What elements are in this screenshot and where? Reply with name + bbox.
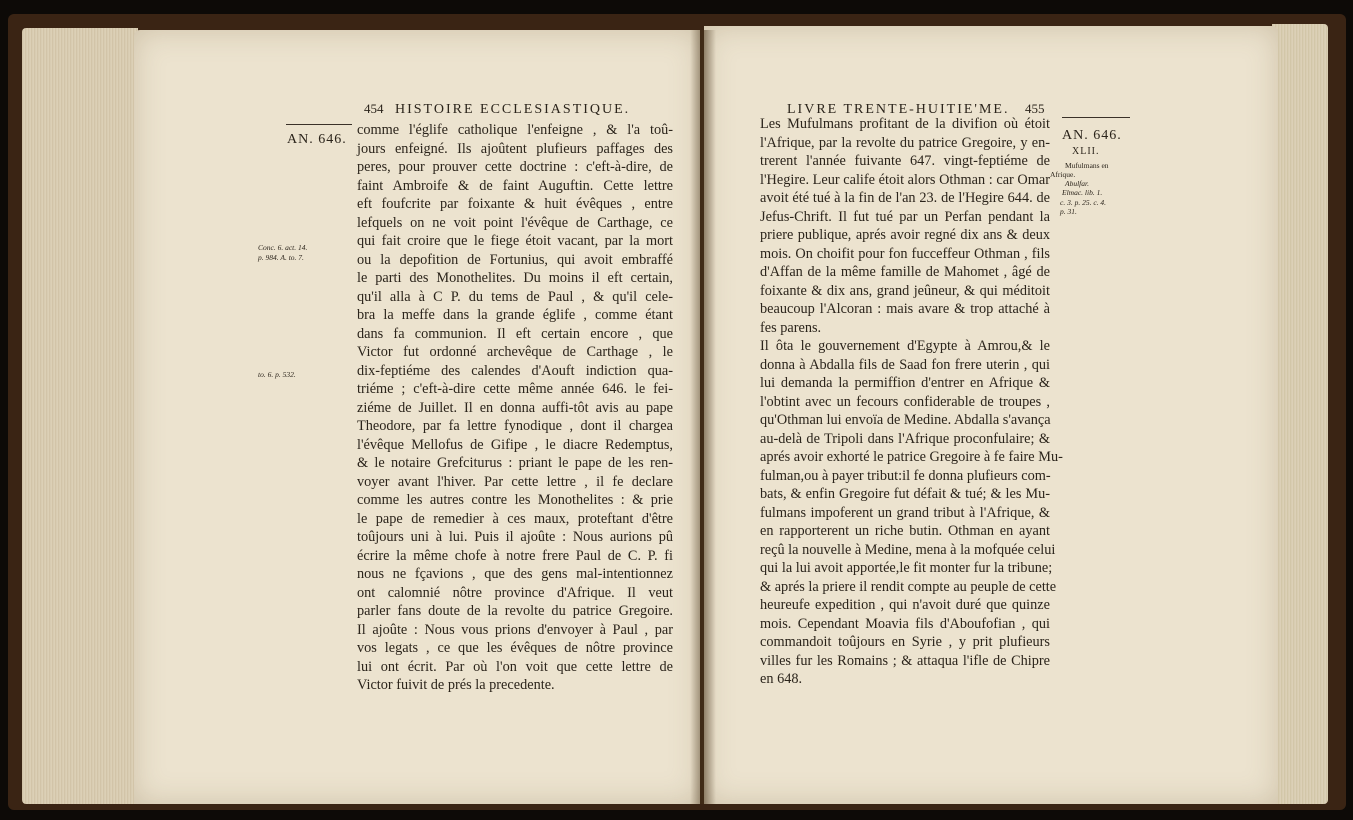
text-line: écrire la même chofe à notre frere Paul de C. P. fi [357,547,673,564]
text-line: fes parens. [760,319,822,336]
text-line: trerent l'année fuivante 647. vingt-feptiéme de [760,153,1050,169]
text-line: en 648. [760,671,803,687]
text-line: mois. On choifit pour fon fucceffeur Othman , fils [760,245,1050,262]
right-head-title: LIVRE TRENTE-HUITIE'ME. [787,102,1010,117]
text-line: d'Affan de la même famille de Mahomet , âgé de [760,264,1050,280]
page-edges-right [1272,24,1328,804]
text-line: & aprés la priere il rendit compte au peuple de cette [760,578,1057,595]
text-line: priere publique, aprés avoir regné dix ans & deux [760,227,1050,243]
text-line: le pape de remedier à ces maux, proteftant d'être [357,510,673,527]
right-body-text [760,115,1063,689]
text-line: mois. Cependant Moavia fils d'Aboufofian , qui [760,615,1050,632]
text-line: lefquels on ne voit point l'évêque de Carthage, ce [357,214,673,231]
text-line: qui fait croire que le fiege étoit vacant, par la mort [357,233,673,249]
right-year-label: AN. 646. [1062,128,1122,143]
text-line: nous ne fçavions , que des gens mal-intentionnez [357,566,673,582]
text-line: l'Afrique, par la revolte du patrice Gregoire, y en- [760,134,1050,151]
text-line: fulman,ou à payer tribut:il fe donna plufieurs com- [760,467,1051,484]
text-line: ziéme de Juillet. Il en donna auffi-tôt avis au pape [357,399,673,416]
text-line: parler fans doute de la revolte du patrice Gregoire. [357,603,673,619]
text-line: l'évêque Mellofus de Gifipe , le diacre Redemptus, [357,436,673,453]
text-line: bra la meffe dans la grande églife , comme étant [357,307,673,323]
left-body-text [357,121,673,695]
right-margin-note-1: Mufulmans en [1065,161,1109,170]
text-line: fulmans impoferent un grand tribut à l'Afrique, & [760,504,1050,521]
text-line: au-delà de Tripoli dans l'Afrique proconfulaire; & [760,430,1050,447]
text-line: Les Mufulmans profitant de la divifion où étoit [760,116,1050,132]
text-line: vos legats , ce que les évêques de nôtre province [357,640,673,656]
text-line: beaucoup l'Alcoran : mais avare & trop attaché à [760,301,1050,317]
text-line: avoit été tué à la fin de l'an 23. de l'Hegire 644. de [760,190,1050,206]
text-line: Il ôta le gouvernement d'Egypte à Amrou,& le [760,338,1050,354]
text-line: aprés avoir exhorté le patrice Gregoire à fe faire Mu- [760,449,1063,465]
right-chapter-number: XLII. [1072,146,1100,157]
text-line: dans fa communion. Il eft certain encore , que [357,325,673,342]
text-line: donna à Abdalla fils de Saad fon frere uterin , qui [760,356,1050,373]
text-line: lui demanda la permiffion d'entrer en Afrique & [760,375,1050,391]
text-line: villes fur les Romains ; & attaqua l'ifle de Chipre [760,652,1050,669]
text-line: Il ajoûte : Nous vous prions d'envoyer à Paul , par [357,621,673,638]
text-line: comme l'églife catholique l'enfeigne , & l'a toû- [357,122,673,138]
text-line: qu'Othman lui envoïa de Medine. Abdalla s'avança [760,412,1051,428]
text-line: le parti des Monothelites. Du moins il eft certain, [357,270,673,286]
text-line: Theodore, par fa lettre fynodique , dont il chargea [357,418,673,434]
text-line: l'Hegire. Leur calife étoit alors Othman : car Omar [760,171,1050,188]
text-line: voyer avant l'hiver. Par cette lettre , il fe declare [357,473,673,490]
text-line: & le notaire Grefciturus : priant le pape de les ren- [357,455,673,471]
text-line: en rapporterent un riche butin. Othman en ayant [760,523,1050,539]
text-line: bats, & enfin Gregoire fut défait & tué; & les Mu- [760,486,1050,502]
text-line: qu'il alla à C P. du tems de Paul , & qu'il cele- [357,288,673,305]
right-page-number: 455 [1024,101,1045,116]
text-line: jours enfeigné. Ils ajoûtent plufieurs paffages des [357,140,673,157]
text-line: Victor fut ordonné archevêque de Carthage , le [357,344,673,360]
left-margin-note-3: to. 6. p. 532. [258,370,296,379]
text-line: commandoit toûjours en Syrie , y prit plufieurs [760,634,1050,650]
text-line: foixante & dix ans, grand jeûneur, & qui méditoit [760,282,1050,299]
left-running-head [364,101,630,118]
text-line: peres, pour prouver cette doctrine : c'eft-à-dire, de [357,159,673,175]
text-line: ont calomnié nôtre province d'Afrique. Il veut [357,584,673,601]
text-line: reçû la nouvelle à Medine, mena à la mofquée celui [760,541,1056,558]
left-page-number: 454 [364,101,384,116]
left-margin-note-1: Conc. 6. act. 14. [258,243,308,252]
left-head-title: HISTOIRE ECCLESIASTIQUE. [395,102,631,117]
book-gutter [690,30,716,804]
text-line: dix-feptiéme des calendes d'Aouft indiction qua- [357,362,673,379]
text-line: l'obtint avec un fecours confiderable de troupes , [760,393,1050,410]
text-line: qui la lui avoit apportée,le fit monter fur la tribune; [760,560,1053,576]
page-edges-left [22,28,138,804]
text-line: lui ont écrit. Par où l'on voit que cette lettre de [357,658,673,675]
text-line: ou la depofition de Fortunius, qui avoit embraffé [357,251,673,268]
text-line: triéme ; c'eft-à-dire cette même année 646. le fei- [357,381,673,397]
text-line: comme les autres contre les Monothelites : & prie [357,492,673,508]
right-margin-note-5: c. 3. p. 25. c. 4. [1060,198,1107,207]
text-line: eft foufcrite par foixante & huit évêques , entre [357,196,673,212]
left-year-label: AN. 646. [287,132,347,147]
right-margin-note-4: Elmac. lib. 1. [1062,188,1103,197]
right-margin-note-6: p. 31. [1060,207,1077,216]
left-margin-note-2: p. 984. A. to. 7. [258,253,304,262]
right-year-rule [1062,117,1130,118]
left-year-rule [286,124,352,125]
right-margin-note-3: Abulfar. [1065,179,1089,188]
text-line: faint Ambroife & de faint Auguftin. Cette lettre [357,177,673,194]
right-margin-note-2: Afrique. [1050,170,1076,179]
text-line: heureufe expedition , qui n'avoit duré que quinze [760,597,1050,613]
text-line: Jefus-Chrift. Il fut tué par un Perfan pendant la [760,208,1050,225]
text-line: toûjours uni à lui. Puis il ajoûte : Nous aurions pû [357,529,673,545]
text-line: Victor fuivit de prés la precedente. [357,677,555,693]
